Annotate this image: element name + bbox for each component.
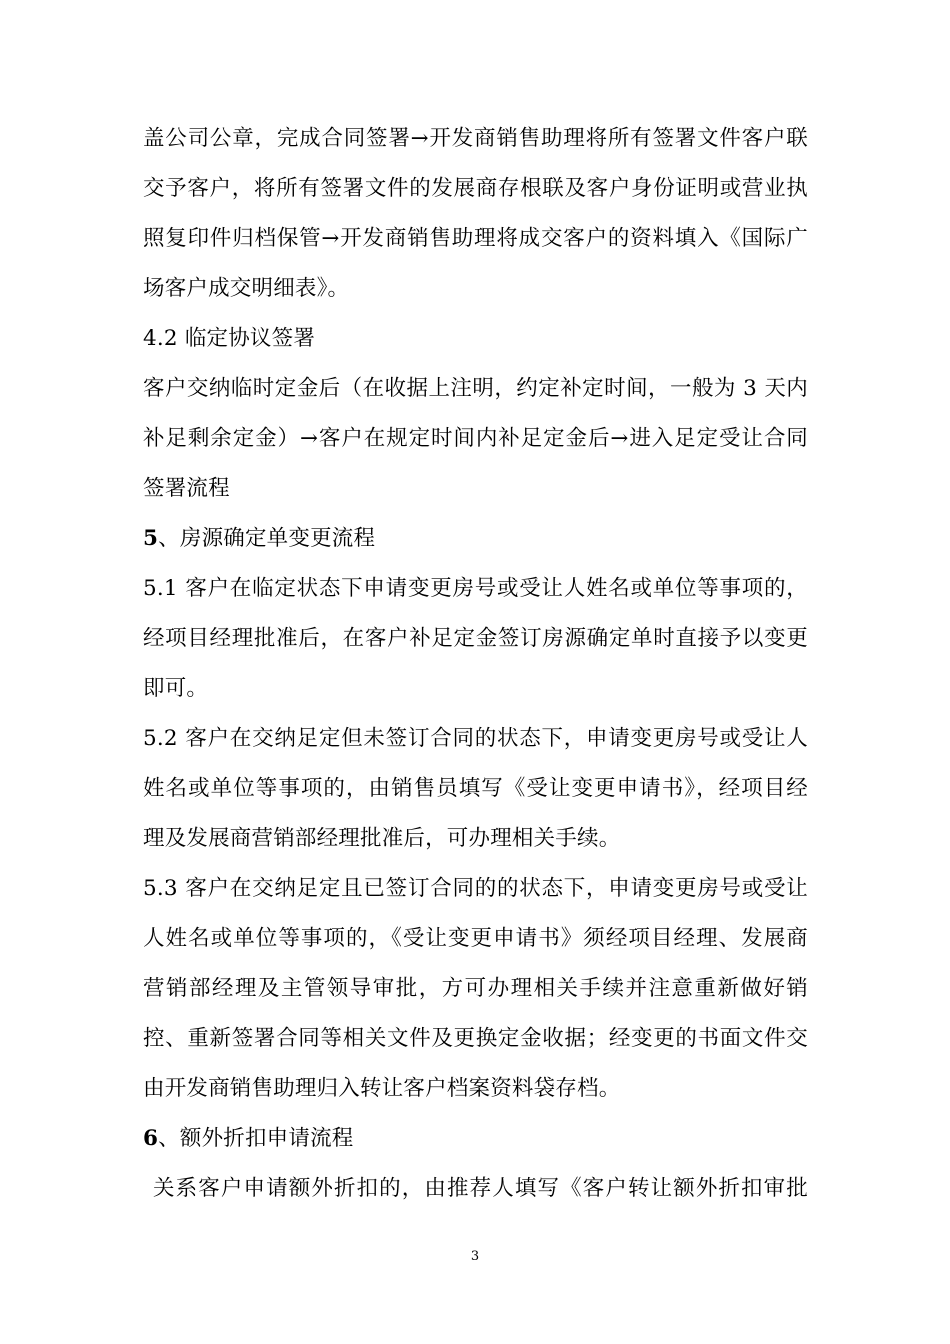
text-line: 盖公司公章，完成合同签署→开发商销售助理将所有签署文件客户联 [143, 126, 808, 151]
section-heading-5 [143, 514, 808, 564]
text-line: 场客户成交明细表》。 [143, 276, 350, 301]
section-number: 6 [143, 1126, 159, 1151]
text-line: 交予客户，将所有签署文件的发展商存根联及客户身份证明或营业执 [143, 176, 808, 201]
text-line: 5.2 客户在交纳足定但未签订合同的状态下，申请变更房号或受让人 [143, 726, 808, 751]
text-line: 补足剩余定金）→客户在规定时间内补足定金后→进入足定受让合同 [143, 426, 808, 451]
text-line: 签署流程 [143, 476, 230, 501]
text-line: 理及发展商营销部经理批准后，可办理相关手续。 [143, 826, 621, 851]
text-line: 营销部经理及主管领导审批，方可办理相关手续并注意重新做好销 [143, 976, 808, 1001]
text-line: 关系客户申请额外折扣的，由推荐人填写《客户转让额外折扣审批 [153, 1176, 808, 1201]
text-line: 经项目经理批准后，在客户补足定金签订房源确定单时直接予以变更 [143, 626, 808, 651]
text-line: 控、重新签署合同等相关文件及更换定金收据；经变更的书面文件交 [143, 1026, 808, 1051]
text-line: 5.3 客户在交纳足定且已签订合同的的状态下，申请变更房号或受让 [143, 876, 808, 901]
section-number: 5 [143, 526, 159, 551]
section-heading-4-2: 4.2 临定协议签署 [143, 326, 316, 351]
text-line: 照复印件归档保管→开发商销售助理将成交客户的资料填入《国际广 [143, 226, 808, 251]
section-heading-6 [143, 1114, 808, 1164]
text-line: 即可。 [143, 676, 209, 701]
text-line: 人姓名或单位等事项的，《受让变更申请书》须经项目经理、发展商 [143, 926, 808, 951]
text-line: 客户交纳临时定金后（在收据上注明，约定补定时间，一般为 3 天内 [143, 376, 808, 401]
section-title: 、房源确定单变更流程 [158, 526, 376, 551]
section-title: 、额外折扣申请流程 [158, 1126, 354, 1151]
text-line: 5.1 客户在临定状态下申请变更房号或受让人姓名或单位等事项的， [143, 576, 808, 601]
document-body [143, 114, 808, 1214]
text-line: 姓名或单位等事项的，由销售员填写《受让变更申请书》，经项目经 [143, 776, 808, 801]
text-line: 由开发商销售助理归入转让客户档案资料袋存档。 [143, 1076, 621, 1101]
page-number: 3 [470, 1249, 480, 1264]
